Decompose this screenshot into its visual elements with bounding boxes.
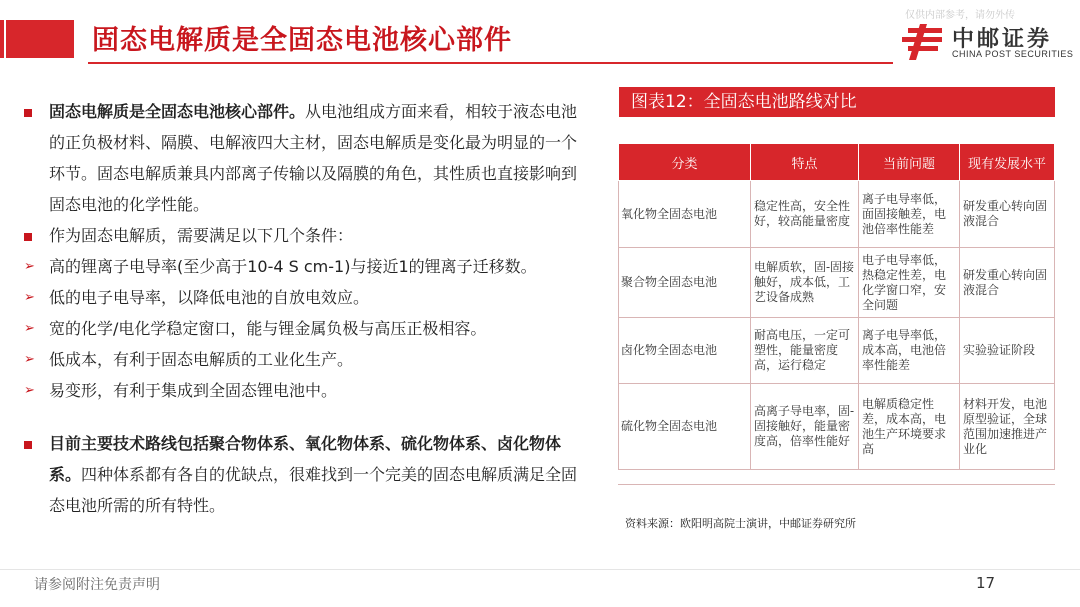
paragraph-1 <box>22 96 582 220</box>
table-cell: 卤化物全固态电池 <box>619 318 751 384</box>
table-cell: 聚合物全固态电池 <box>619 248 751 318</box>
table-cell: 硫化物全固态电池 <box>619 384 751 470</box>
column-header: 现有发展水平 <box>960 144 1055 181</box>
china-post-emblem-icon <box>900 22 948 62</box>
table-row <box>619 318 1055 384</box>
watermark: 仅供内部参考，请勿外传 <box>905 10 1015 21</box>
paragraph-3 <box>22 428 582 521</box>
square-bullet-icon <box>24 428 32 459</box>
table-cell: 研发重心转向固液混合 <box>960 181 1055 248</box>
paragraph-2 <box>22 220 582 251</box>
table-cell: 电解质软，固-固接触好，成本低，工艺设备成熟 <box>751 248 859 318</box>
title-underline <box>88 62 893 64</box>
paragraph-2-text: 作为固态电解质，需要满足以下几个条件： <box>49 226 354 245</box>
arrow-bullet-icon: ➢ <box>24 352 35 367</box>
body-text <box>22 96 582 521</box>
arrow-bullet-icon: ➢ <box>24 290 35 305</box>
arrow-bullet-icon: ➢ <box>24 383 35 398</box>
table-cell: 氧化物全固态电池 <box>619 181 751 248</box>
paragraph-1-lead: 固态电解质是全固态电池核心部件。 <box>49 102 306 121</box>
table-cell: 电子电导率低，热稳定性差，电化学窗口窄，安全问题 <box>859 248 960 318</box>
table-cell: 离子电导率低，面固接触差，电池倍率性能差 <box>859 181 960 248</box>
column-header: 当前问题 <box>859 144 960 181</box>
table-cell: 耐高电压，一定可塑性，能量密度高，运行稳定 <box>751 318 859 384</box>
page-title: 固态电解质是全固态电池核心部件 <box>92 25 512 56</box>
figure-caption: 图表12：全固态电池路线对比 <box>619 87 1055 117</box>
table-bottom-rule <box>618 484 1055 485</box>
condition-text: 易变形，有利于集成到全固态锂电池中。 <box>49 381 338 400</box>
disclaimer-note: 请参阅附注免责声明 <box>34 577 160 593</box>
table-cell: 离子电导率低，成本高，电池倍率性能差 <box>859 318 960 384</box>
table-cell: 研发重心转向固液混合 <box>960 248 1055 318</box>
comparison-table <box>618 143 1055 470</box>
figure-source: 资料来源：欧阳明高院士演讲，中邮证券研究所 <box>625 517 856 530</box>
square-bullet-icon <box>24 220 32 251</box>
table-row <box>619 248 1055 318</box>
condition-item <box>22 251 582 282</box>
condition-item <box>22 344 582 375</box>
paragraph-1-text: 从电池组成方面来看，相较于液态电池的正负极材料、隔膜、电解液四大主材，固态电解质是变化最为明显的一个环节。固态电解质兼具内部离子传输以及隔膜的角色，其性质也直接影响到固态电池的化学性能。 <box>49 102 578 214</box>
condition-item <box>22 375 582 406</box>
table-cell: 电解质稳定性差，成本高，电池生产环境要求高 <box>859 384 960 470</box>
square-bullet-icon <box>24 96 32 127</box>
condition-text: 低的电子电导率，以降低电池的自放电效应。 <box>49 288 370 307</box>
condition-text: 高的锂离子电导率(至少高于10-4 S cm-1)与接近1的锂离子迁移数。 <box>49 257 537 276</box>
table-cell: 高离子导电率，固-固接触好，能量密度高，倍率性能好 <box>751 384 859 470</box>
column-header: 分类 <box>619 144 751 181</box>
footer-divider <box>0 569 1080 570</box>
table-row <box>619 181 1055 248</box>
condition-item <box>22 313 582 344</box>
accent-bar-edge <box>0 20 4 58</box>
condition-text: 宽的化学/电化学稳定窗口，能与锂金属负极与高压正极相容。 <box>49 319 487 338</box>
logo-text-cn: 中邮证券 <box>952 27 1053 52</box>
company-logo <box>900 22 1074 64</box>
table-cell: 稳定性高，安全性好，较高能量密度 <box>751 181 859 248</box>
arrow-bullet-icon: ➢ <box>24 259 35 274</box>
table-header-row <box>619 144 1055 181</box>
page-number: 17 <box>976 574 996 592</box>
column-header: 特点 <box>751 144 859 181</box>
condition-text: 低成本，有利于固态电解质的工业化生产。 <box>49 350 354 369</box>
logo-text-en: CHINA POST SECURITIES <box>952 49 1074 59</box>
paragraph-3-text: 四种体系都有各自的优缺点，很难找到一个完美的固态电解质满足全固态电池所需的所有特性。 <box>49 465 578 515</box>
table-cell: 实验验证阶段 <box>960 318 1055 384</box>
condition-item <box>22 282 582 313</box>
table-cell: 材料开发，电池原型验证，全球范围加速推进产业化 <box>960 384 1055 470</box>
accent-bar <box>6 20 74 58</box>
table-row <box>619 384 1055 470</box>
paragraph-3-lead: 目前主要技术路线包括聚合物体系、氧化物体系、硫化物体系、卤化物体系。 <box>49 434 562 484</box>
arrow-bullet-icon: ➢ <box>24 321 35 336</box>
